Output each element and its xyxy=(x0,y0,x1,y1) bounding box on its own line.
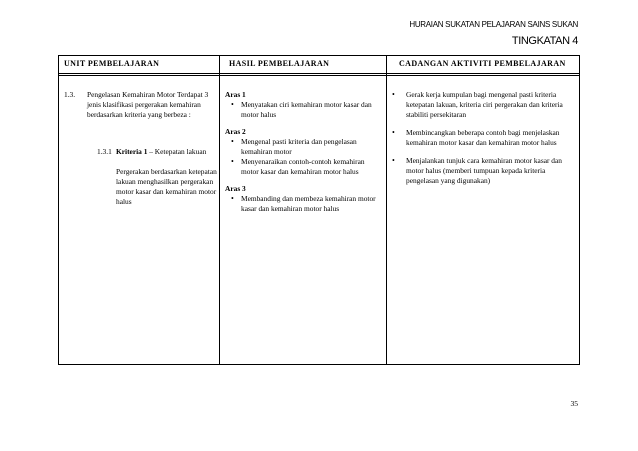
column-header-outcomes: HASIL PEMBELAJARAN xyxy=(229,59,330,68)
subsection-title-rest: – Ketepatan lakuan xyxy=(147,147,207,156)
outcome-item: • Menyatakan ciri kemahiran motor kasar dan motor halus xyxy=(225,100,381,120)
column-divider xyxy=(219,56,220,364)
document-header-title: HURAIAN SUKATAN PELAJARAN SAINS SUKAN xyxy=(409,20,578,29)
column-divider xyxy=(386,56,387,364)
level-title: Aras 1 xyxy=(225,90,246,99)
column-header-unit: UNIT PEMBELAJARAN xyxy=(64,59,160,68)
outcome-level xyxy=(225,127,381,177)
outcome-list xyxy=(225,100,381,120)
subsection-number: 1.3.1 xyxy=(97,147,112,156)
unit-topic: Pengelasan Kemahiran Motor Terdapat 3 jenis klasifikasi pergerakan kemahiran berdasarkan kriteria yang berbeza : xyxy=(87,90,209,119)
activity-item: • Gerak kerja kumpulan bagi mengenal pasti kriteria ketepatan lakuan, kriteria ciri pergerakan dan kriteria stabiliti persekitaran xyxy=(392,90,578,120)
activities-cell xyxy=(392,90,578,194)
outcome-item: • Mengenal pasti kriteria dan pengelasan kemahiran motor xyxy=(225,137,381,157)
outcome-level xyxy=(225,184,381,214)
outcome-list xyxy=(225,194,381,214)
page-number: 35 xyxy=(570,399,578,408)
level-title: Aras 3 xyxy=(225,184,246,193)
outcome-level xyxy=(225,90,381,120)
outcome-list xyxy=(225,137,381,177)
level-title: Aras 2 xyxy=(225,127,246,136)
subsection-title-bold: Kriteria 1 xyxy=(116,147,148,156)
activity-item: • Menjalankan tunjuk cara kemahiran motor kasar dan motor halus (memberi tumpuan kepada kriteria pengelasan yang digunakan) xyxy=(392,156,578,186)
activity-list xyxy=(392,90,578,186)
column-header-activities: CADANGAN AKTIVITI PEMBELAJARAN xyxy=(399,59,566,68)
outcome-item: • Menyenaraikan contoh-contoh kemahiran motor kasar dan kemahiran motor halus xyxy=(225,157,381,177)
activity-item: • Membincangkan beberapa contoh bagi menjelaskan kemahiran motor kasar dan kemahiran motor halus xyxy=(392,128,578,148)
subsection-description: Pergerakan berdasarkan ketepatan lakuan menghasilkan pergerakan motor kasar dan kemahiran motor halus xyxy=(116,167,217,206)
outcomes-cell xyxy=(225,90,381,221)
syllabus-table xyxy=(58,55,580,365)
unit-number: 1.3. xyxy=(64,90,76,99)
outcome-item: • Membanding dan membeza kemahiran motor kasar dan kemahiran motor halus xyxy=(225,194,381,214)
document-header-form: TINGKATAN 4 xyxy=(511,35,578,47)
subsection-title xyxy=(116,147,216,157)
table-header-double-line xyxy=(59,75,579,76)
